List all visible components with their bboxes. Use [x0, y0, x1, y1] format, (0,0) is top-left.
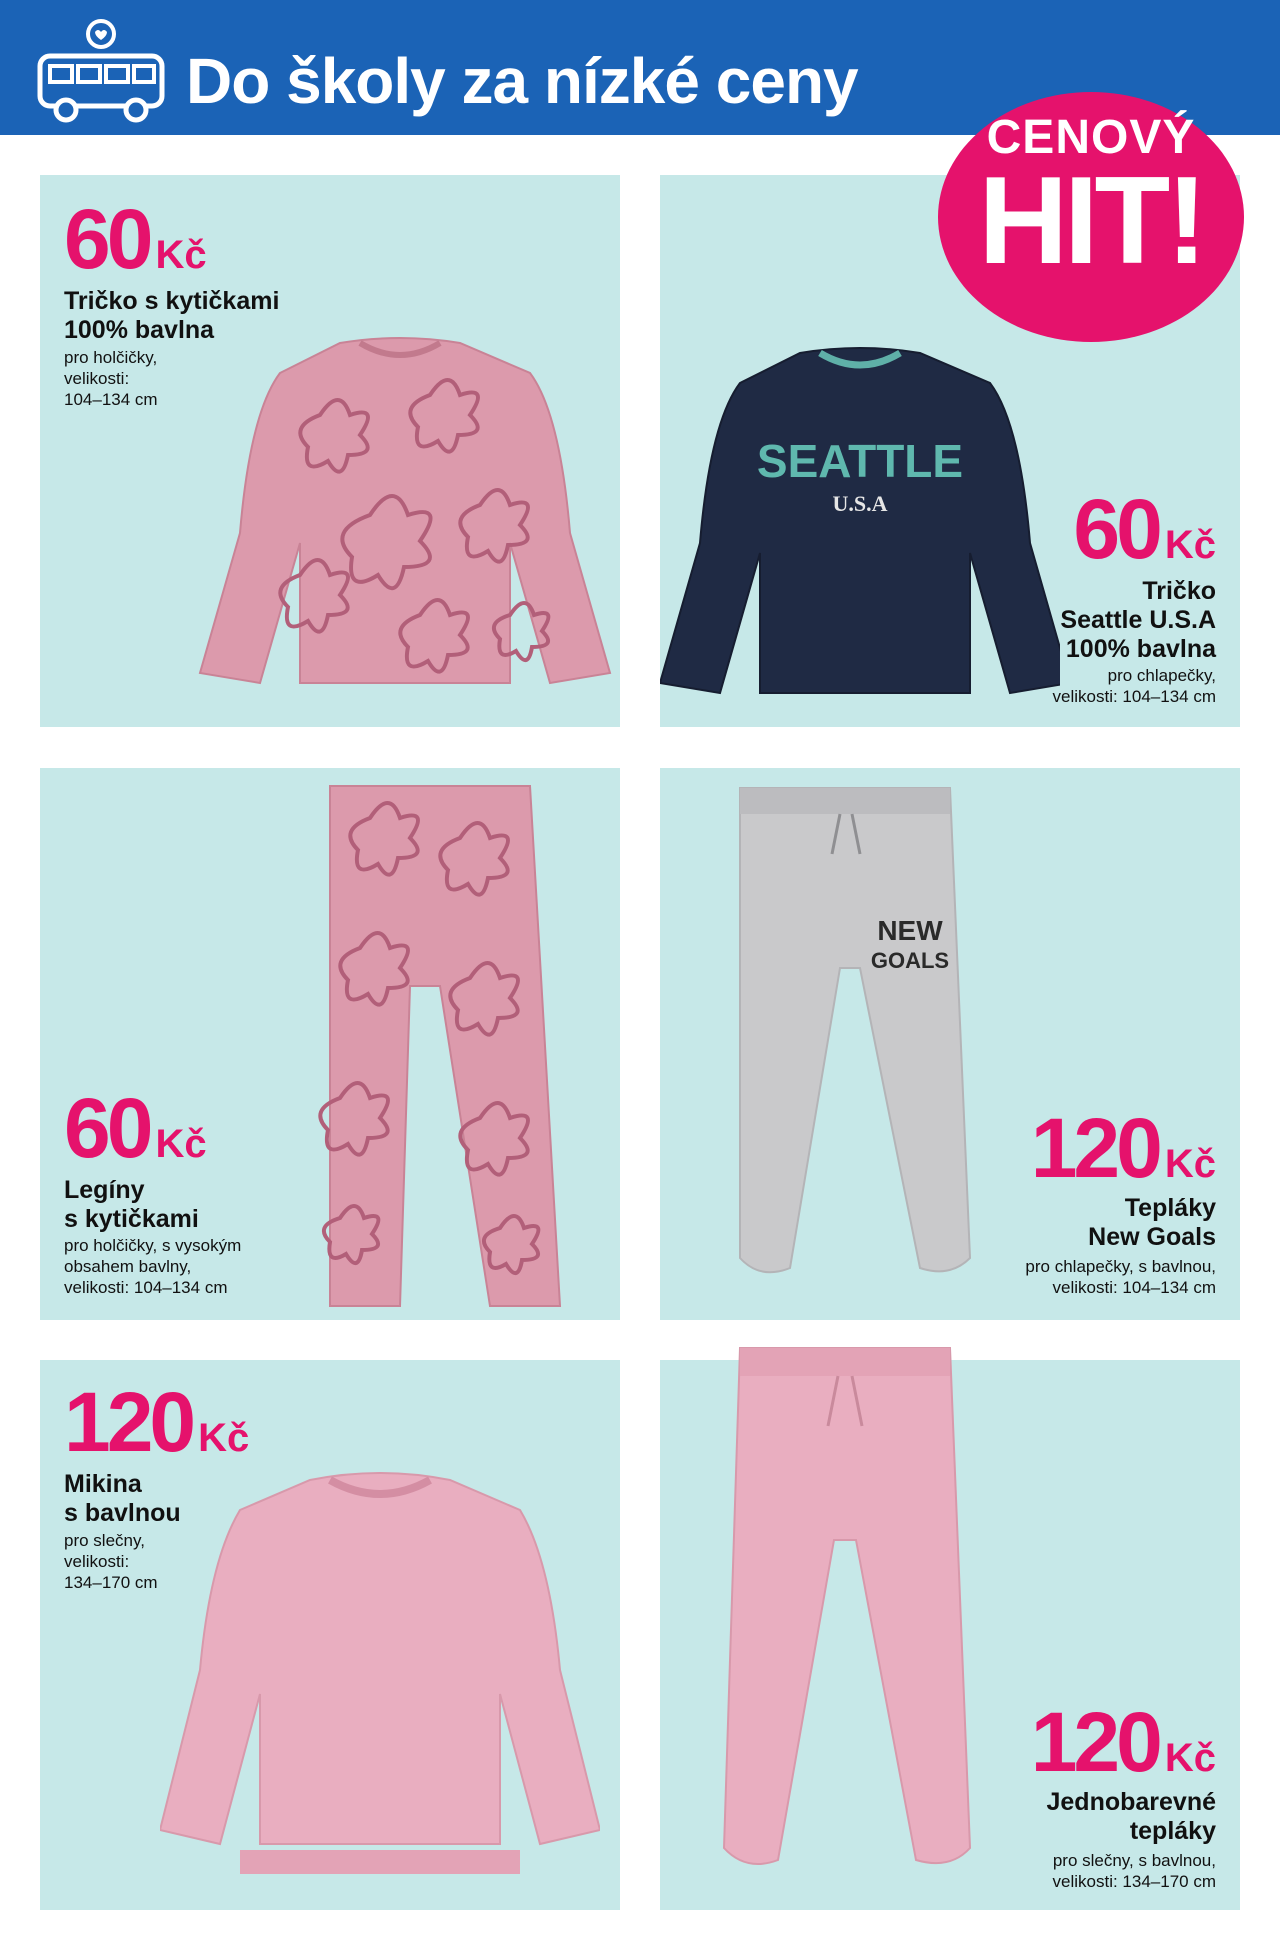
- product-description-line: velikosti: 134–170 cm: [1052, 1872, 1216, 1891]
- product-name-line: Legíny: [64, 1176, 145, 1204]
- price-currency: Kč: [1164, 523, 1216, 567]
- product-name: [64, 1176, 199, 1234]
- product-description: [64, 1530, 158, 1593]
- product-description: [1053, 665, 1216, 707]
- product-description-line: pro holčičky, s vysokým: [64, 1236, 242, 1255]
- price-currency: Kč: [1164, 1736, 1216, 1780]
- product-description-line: velikosti: 104–134 cm: [64, 1278, 228, 1297]
- page-title: Do školy za nízké ceny: [186, 45, 858, 117]
- product-name: [64, 287, 279, 345]
- product-name-line: tepláky: [1129, 1817, 1216, 1845]
- price-value: 60: [64, 192, 150, 286]
- product-name: [1046, 1788, 1216, 1846]
- product-description-line: pro slečny,: [64, 1531, 145, 1550]
- price: [64, 192, 207, 286]
- shirt-print-seattle: SEATTLE: [756, 435, 964, 487]
- shirt-print-usa: U.S.A: [832, 491, 888, 516]
- product-name-line: s kytičkami: [64, 1205, 199, 1233]
- product-name-line: Tepláky: [1124, 1194, 1216, 1222]
- product-description: [1025, 1256, 1216, 1298]
- price-value: 60: [64, 1081, 150, 1175]
- product-card[interactable]: [40, 175, 620, 727]
- product-description-line: obsahem bavlny,: [64, 1257, 192, 1276]
- product-name-line: 100% bavlna: [64, 316, 215, 344]
- product-description-line: velikosti:: [64, 1552, 130, 1571]
- product-name: [1088, 1194, 1216, 1252]
- price-currency: Kč: [1164, 1142, 1216, 1186]
- product-description-line: pro chlapečky, s bavlnou,: [1025, 1257, 1216, 1276]
- price: [1030, 1101, 1216, 1195]
- product-card[interactable]: [660, 1360, 1240, 1910]
- product-card[interactable]: [40, 768, 620, 1320]
- product-name: [64, 1470, 181, 1528]
- product-description-line: velikosti:: [64, 369, 130, 388]
- product-name-line: Seattle U.S.A: [1060, 606, 1216, 634]
- price-currency: Kč: [155, 233, 207, 277]
- price: [1030, 1695, 1216, 1789]
- product-description-line: velikosti: 104–134 cm: [1052, 1278, 1216, 1297]
- navy-seattle-shirt-image: [660, 335, 1060, 705]
- product-description: [1053, 1850, 1216, 1892]
- product-description-line: pro slečny, s bavlnou,: [1052, 1851, 1216, 1870]
- price-value: 120: [1030, 1695, 1159, 1789]
- product-name-line: Tričko s kytičkami: [64, 287, 280, 315]
- badge-line1: CENOVÝ: [986, 111, 1196, 164]
- pink-sweatshirt-image: [160, 1460, 600, 1900]
- product-name-line: 100% bavlna: [1065, 635, 1216, 663]
- product-name-line: s bavlnou: [64, 1499, 181, 1527]
- product-description-line: 104–134 cm: [64, 390, 158, 409]
- pants-print-goals: GOALS: [870, 948, 950, 973]
- price: [64, 1375, 250, 1469]
- product-description-line: pro holčičky,: [64, 348, 158, 367]
- price: [64, 1081, 207, 1175]
- product-name-line: Tričko: [1142, 577, 1216, 605]
- badge-line2: HIT!: [978, 152, 1204, 290]
- product-name-line: New Goals: [1088, 1223, 1216, 1251]
- price: [1073, 482, 1216, 576]
- product-description-line: pro chlapečky,: [1107, 666, 1216, 685]
- product-name: [1060, 577, 1216, 664]
- product-card[interactable]: [40, 1360, 620, 1910]
- price-value: 120: [1030, 1101, 1159, 1195]
- product-description: [64, 347, 158, 410]
- pink-sweatpants-image: [710, 1340, 980, 1900]
- pink-floral-leggings-image: [300, 778, 570, 1318]
- price-hit-badge: [938, 92, 1244, 342]
- price-value: 120: [64, 1375, 193, 1469]
- product-description-line: 134–170 cm: [64, 1573, 158, 1592]
- school-bus-icon: [36, 18, 166, 128]
- price-currency: Kč: [198, 1416, 250, 1460]
- pink-floral-shirt-image: [190, 325, 620, 705]
- price-value: 60: [1073, 482, 1159, 576]
- pants-print-new: NEW: [877, 915, 943, 946]
- product-card[interactable]: [660, 768, 1240, 1320]
- product-name-line: Jednobarevné: [1046, 1788, 1216, 1816]
- product-description-line: velikosti: 104–134 cm: [1052, 687, 1216, 706]
- product-name-line: Mikina: [64, 1470, 142, 1498]
- product-description: [64, 1235, 241, 1298]
- grey-sweatpants-image: [720, 780, 980, 1300]
- price-currency: Kč: [155, 1122, 207, 1166]
